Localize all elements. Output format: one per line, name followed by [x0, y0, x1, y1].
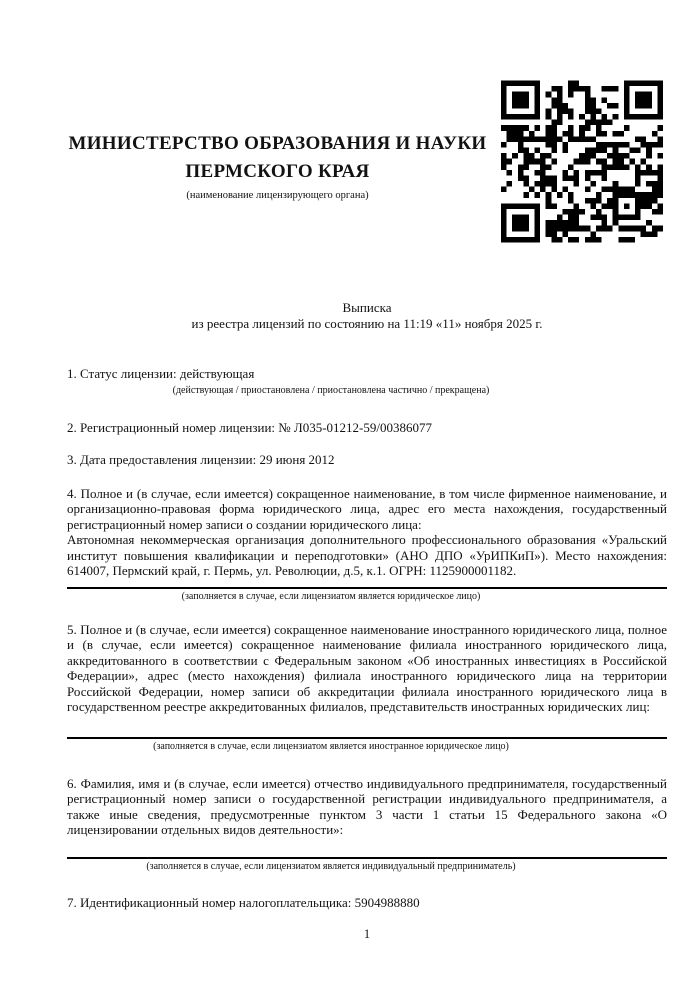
qr-code: [501, 78, 663, 245]
document-subtitle: из реестра лицензий по состоянию на 11:19 «11» ноября 2025 г.: [191, 315, 543, 331]
item-registration-number: [67, 420, 667, 436]
item-individual-entrepreneur: [67, 776, 667, 873]
document-title: Выписка: [342, 300, 392, 315]
item-foreign-entity: [67, 622, 667, 753]
ministry-name-caption: (наименование лицензирующего органа): [186, 190, 369, 201]
ministry-name: [67, 130, 488, 186]
ministry-name-line2: ПЕРМСКОГО КРАЯ: [185, 161, 370, 182]
license-status-text: 1. Статус лицензии: действующая: [67, 366, 255, 381]
ministry-name-line1: МИНИСТЕРСТВО ОБРАЗОВАНИЯ И НАУКИ: [68, 133, 487, 154]
legal-entity-underline: [67, 587, 667, 589]
qr-code-pattern: [501, 78, 663, 245]
item-taxpayer-id: [67, 895, 667, 911]
item-license-grant-date: [67, 452, 667, 468]
individual-entrepreneur-label: 6. Фамилия, имя и (в случае, если имеется) отчество индивидуального предпринимателя, государственный регистрационный номер записи о государственной регистрации индивидуального предпринимателя, а также иные сведения, предусмотренные пунктом 3 части 1 статьи 15 Федерального закона «О лицензировании отдельных видов деятельности»:: [67, 775, 667, 837]
legal-entity-value: Автономная некоммерческая организация дополнительного профессионального образования «Уральский институт повышения квалификации и переподготовки» (АНО ДПО «УрИПКиП»). Место нахождения: 614007, Пермский край, г. Пермь, ул. Революции, д.5, к.1. ОГРН: 1125900001182.: [67, 532, 667, 578]
individual-entrepreneur-caption: (заполняется в случае, если лицензиатом является индивидуальный предприниматель): [146, 860, 516, 872]
foreign-entity-underline: [67, 737, 667, 739]
page-number: 1: [363, 927, 371, 941]
licensing-authority-block: [67, 130, 488, 202]
legal-entity-caption: (заполняется в случае, если лицензиатом является юридическое лицо): [181, 590, 481, 602]
taxpayer-id-text: 7. Идентификационный номер налогоплательщика: 5904988880: [67, 894, 420, 910]
item-legal-entity: [67, 486, 667, 603]
document-body: [67, 300, 667, 910]
legal-entity-label: 4. Полное и (в случае, если имеется) сокращенное наименование, в том числе фирменное наименование, и организационно-правовая форма юридического лица, адрес его места нахождения, государственный регистрационный номер записи о создании юридического лица:: [67, 485, 667, 532]
page-footer: [67, 927, 667, 942]
foreign-entity-label: 5. Полное и (в случае, если имеется) сокращенное наименование иностранного юридического лица, полное и (в случае, если имеется) сокращенное наименование филиала иностранного юридического лица, аккредитованного в соответствии с Федеральным законом «Об иностранных инвестициях в Российской Федерации», адрес (место нахождения) филиала иностранного юридического лица на территории Российской Федерации, номер записи об аккредитации филиала иностранного юридического лица в государственном реестре аккредитованных филиалов, представительств иностранных юридических лиц:: [67, 621, 667, 714]
license-status-caption: (действующая / приостановлена / приостановлена частично / прекращена): [172, 384, 490, 396]
license-grant-date-text: 3. Дата предоставления лицензии: 29 июня 2012: [67, 452, 335, 467]
registration-number-text: 2. Регистрационный номер лицензии: № Л035-01212-59/00386077: [67, 419, 433, 435]
item-license-status: [67, 366, 667, 397]
individual-entrepreneur-underline: [67, 857, 667, 859]
foreign-entity-caption: (заполняется в случае, если лицензиатом является иностранное юридическое лицо): [153, 740, 509, 752]
